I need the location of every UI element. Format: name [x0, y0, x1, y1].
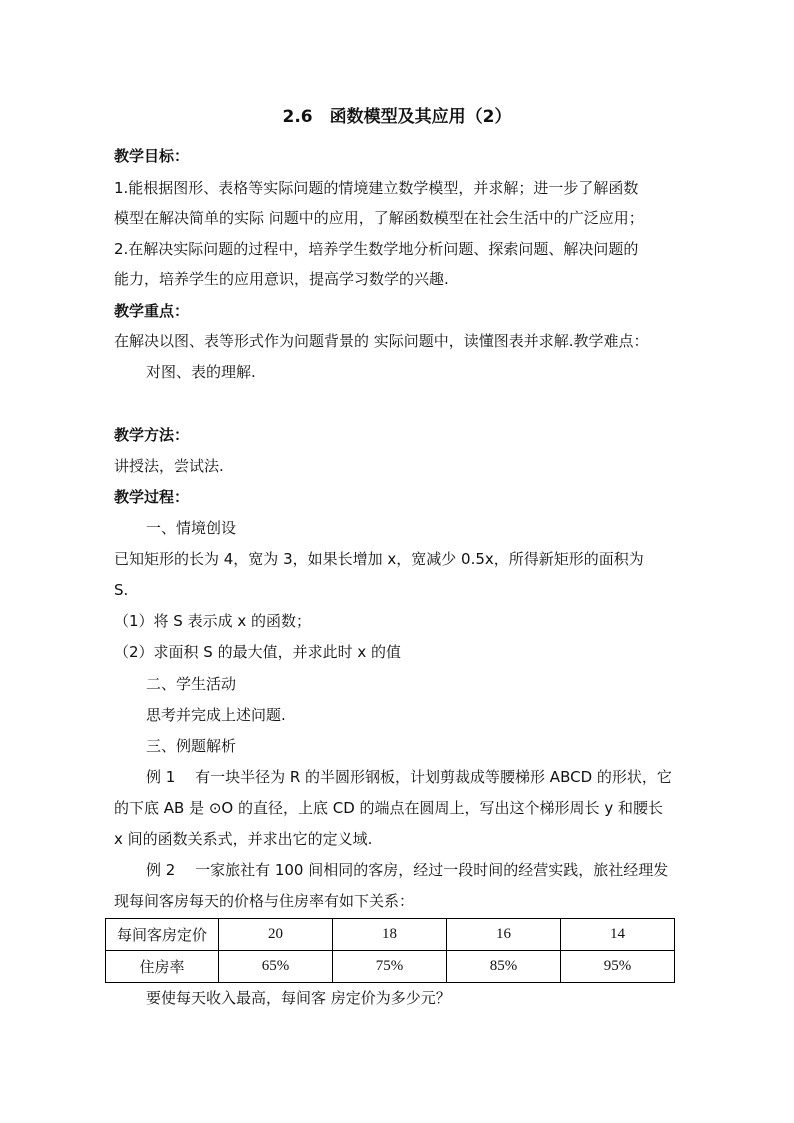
table-row	[106, 951, 675, 983]
price-occupancy-table	[105, 918, 675, 983]
table-row-label: 每间客房定价	[106, 919, 219, 951]
objective-line: 能力，培养学生的应用意识，提高学习数学的兴趣.	[114, 270, 449, 288]
objective-line: 模型在解决简单的实际 问题中的应用，了解函数模型在社会生活中的广泛应用；	[114, 209, 644, 227]
objective-line: 2.在解决实际问题的过程中，培养学生数学地分析问题、探索问题、解决问题的	[114, 240, 639, 258]
activity-text: 思考并完成上述问题.	[146, 706, 286, 724]
example2-line: 例 2 一家旅社有 100 间相同的客房，经过一段时间的经营实践，旅社经理发	[146, 861, 669, 879]
methods-heading: 教学方法：	[114, 426, 190, 444]
final-question: 要使每天收入最高，每间客 房定价为多少元？	[146, 989, 451, 1007]
table-cell: 95%	[561, 951, 675, 983]
section-heading: 二、学生活动	[146, 675, 237, 693]
table-row-label: 住房率	[106, 951, 219, 983]
key-points-text: 在解决以图、表等形式作为问题背景的 实际问题中，读懂图表并求解.教学难点：	[114, 332, 649, 350]
key-points-heading: 教学重点：	[114, 302, 190, 320]
table-cell: 65%	[219, 951, 333, 983]
page-title: 2.6 函数模型及其应用（2）	[282, 107, 512, 127]
problem-line: 已知矩形的长为 4，宽为 3，如果长增加 x，宽减少 0.5x，所得新矩形的面积为	[114, 550, 644, 568]
section-heading: 一、情境创设	[146, 519, 237, 537]
example1-line: x 间的函数关系式，并求出它的定义域.	[114, 830, 373, 848]
example1-line: 的下底 AB 是 ⊙O 的直径，上底 CD 的端点在圆周上，写出这个梯形周长 y 和腰长	[114, 799, 663, 817]
example1-line: 例 1 有一块半径为 R 的半圆形钢板，计划剪裁成等腰梯形 ABCD 的形状，它	[146, 768, 672, 786]
objectives-heading: 教学目标：	[114, 147, 190, 165]
table-cell: 16	[447, 919, 561, 951]
table-cell: 20	[219, 919, 333, 951]
question-2: （2）求面积 S 的最大值，并求此时 x 的值	[114, 643, 402, 661]
table-cell: 18	[333, 919, 447, 951]
section-heading: 三、例题解析	[146, 737, 237, 755]
table-cell: 14	[561, 919, 675, 951]
table-cell: 85%	[447, 951, 561, 983]
example2-line: 现每间客房每天的价格与住房率有如下关系：	[114, 892, 415, 910]
objective-line: 1.能根据图形、表格等实际问题的情境建立数学模型，并求解；进一步了解函数	[114, 179, 639, 197]
process-heading: 教学过程：	[114, 488, 190, 506]
table-cell: 75%	[333, 951, 447, 983]
problem-line: S.	[114, 581, 129, 599]
question-1: （1）将 S 表示成 x 的函数；	[114, 612, 312, 630]
methods-text: 讲授法，尝试法.	[114, 457, 224, 475]
difficulty-text: 对图、表的理解.	[146, 363, 256, 381]
table-row	[106, 919, 675, 951]
